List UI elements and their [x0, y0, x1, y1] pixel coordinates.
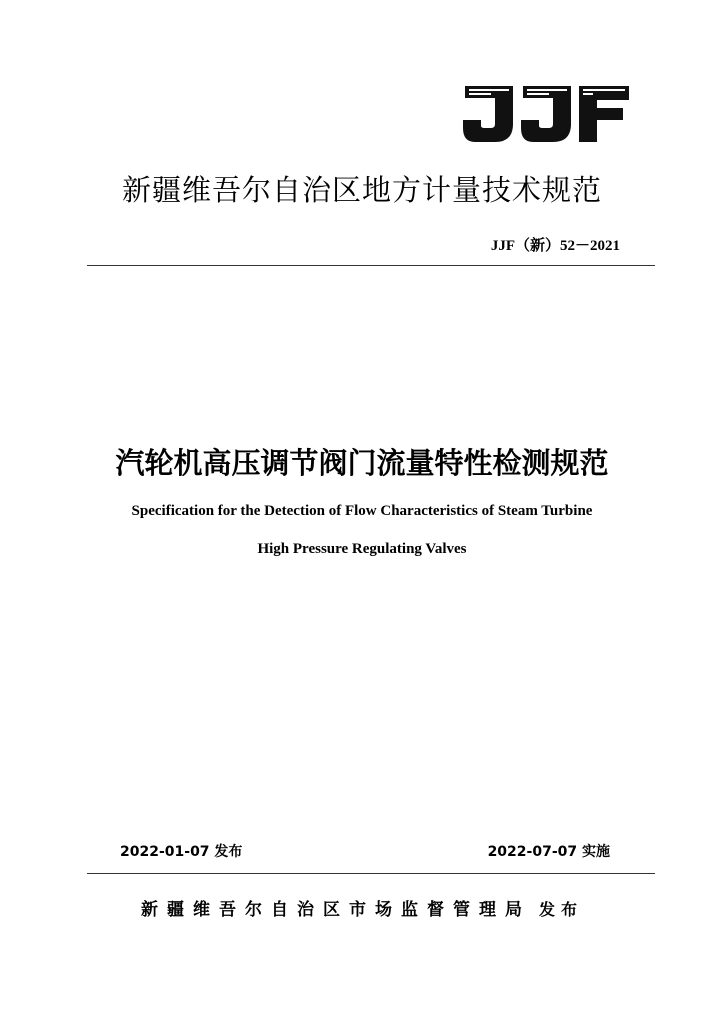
document-title-english-line2: High Pressure Regulating Valves [257, 541, 467, 557]
implementation-date: 2022-07-07 实施 [487, 844, 610, 860]
publisher-line [0, 898, 724, 922]
jjf-logo [461, 84, 631, 144]
bottom-divider [87, 873, 655, 874]
document-code: JJF（新）52－2021 [490, 238, 620, 254]
document-title-english-line1: Specification for the Detection of Flow Characteristics of Steam Turbine [131, 503, 593, 519]
issue-date: 2022-01-07 发布 [120, 844, 243, 860]
publisher-name: 新疆维吾尔自治区市场监督管理局 [140, 900, 531, 920]
top-divider [87, 265, 655, 266]
series-title: 新疆维吾尔自治区地方计量技术规范 [121, 173, 602, 207]
document-title-chinese: 汽轮机高压调节阀门流量特性检测规范 [115, 446, 609, 480]
jjf-logo-mark [461, 84, 631, 144]
publisher-suffix: 发布 [538, 900, 583, 919]
